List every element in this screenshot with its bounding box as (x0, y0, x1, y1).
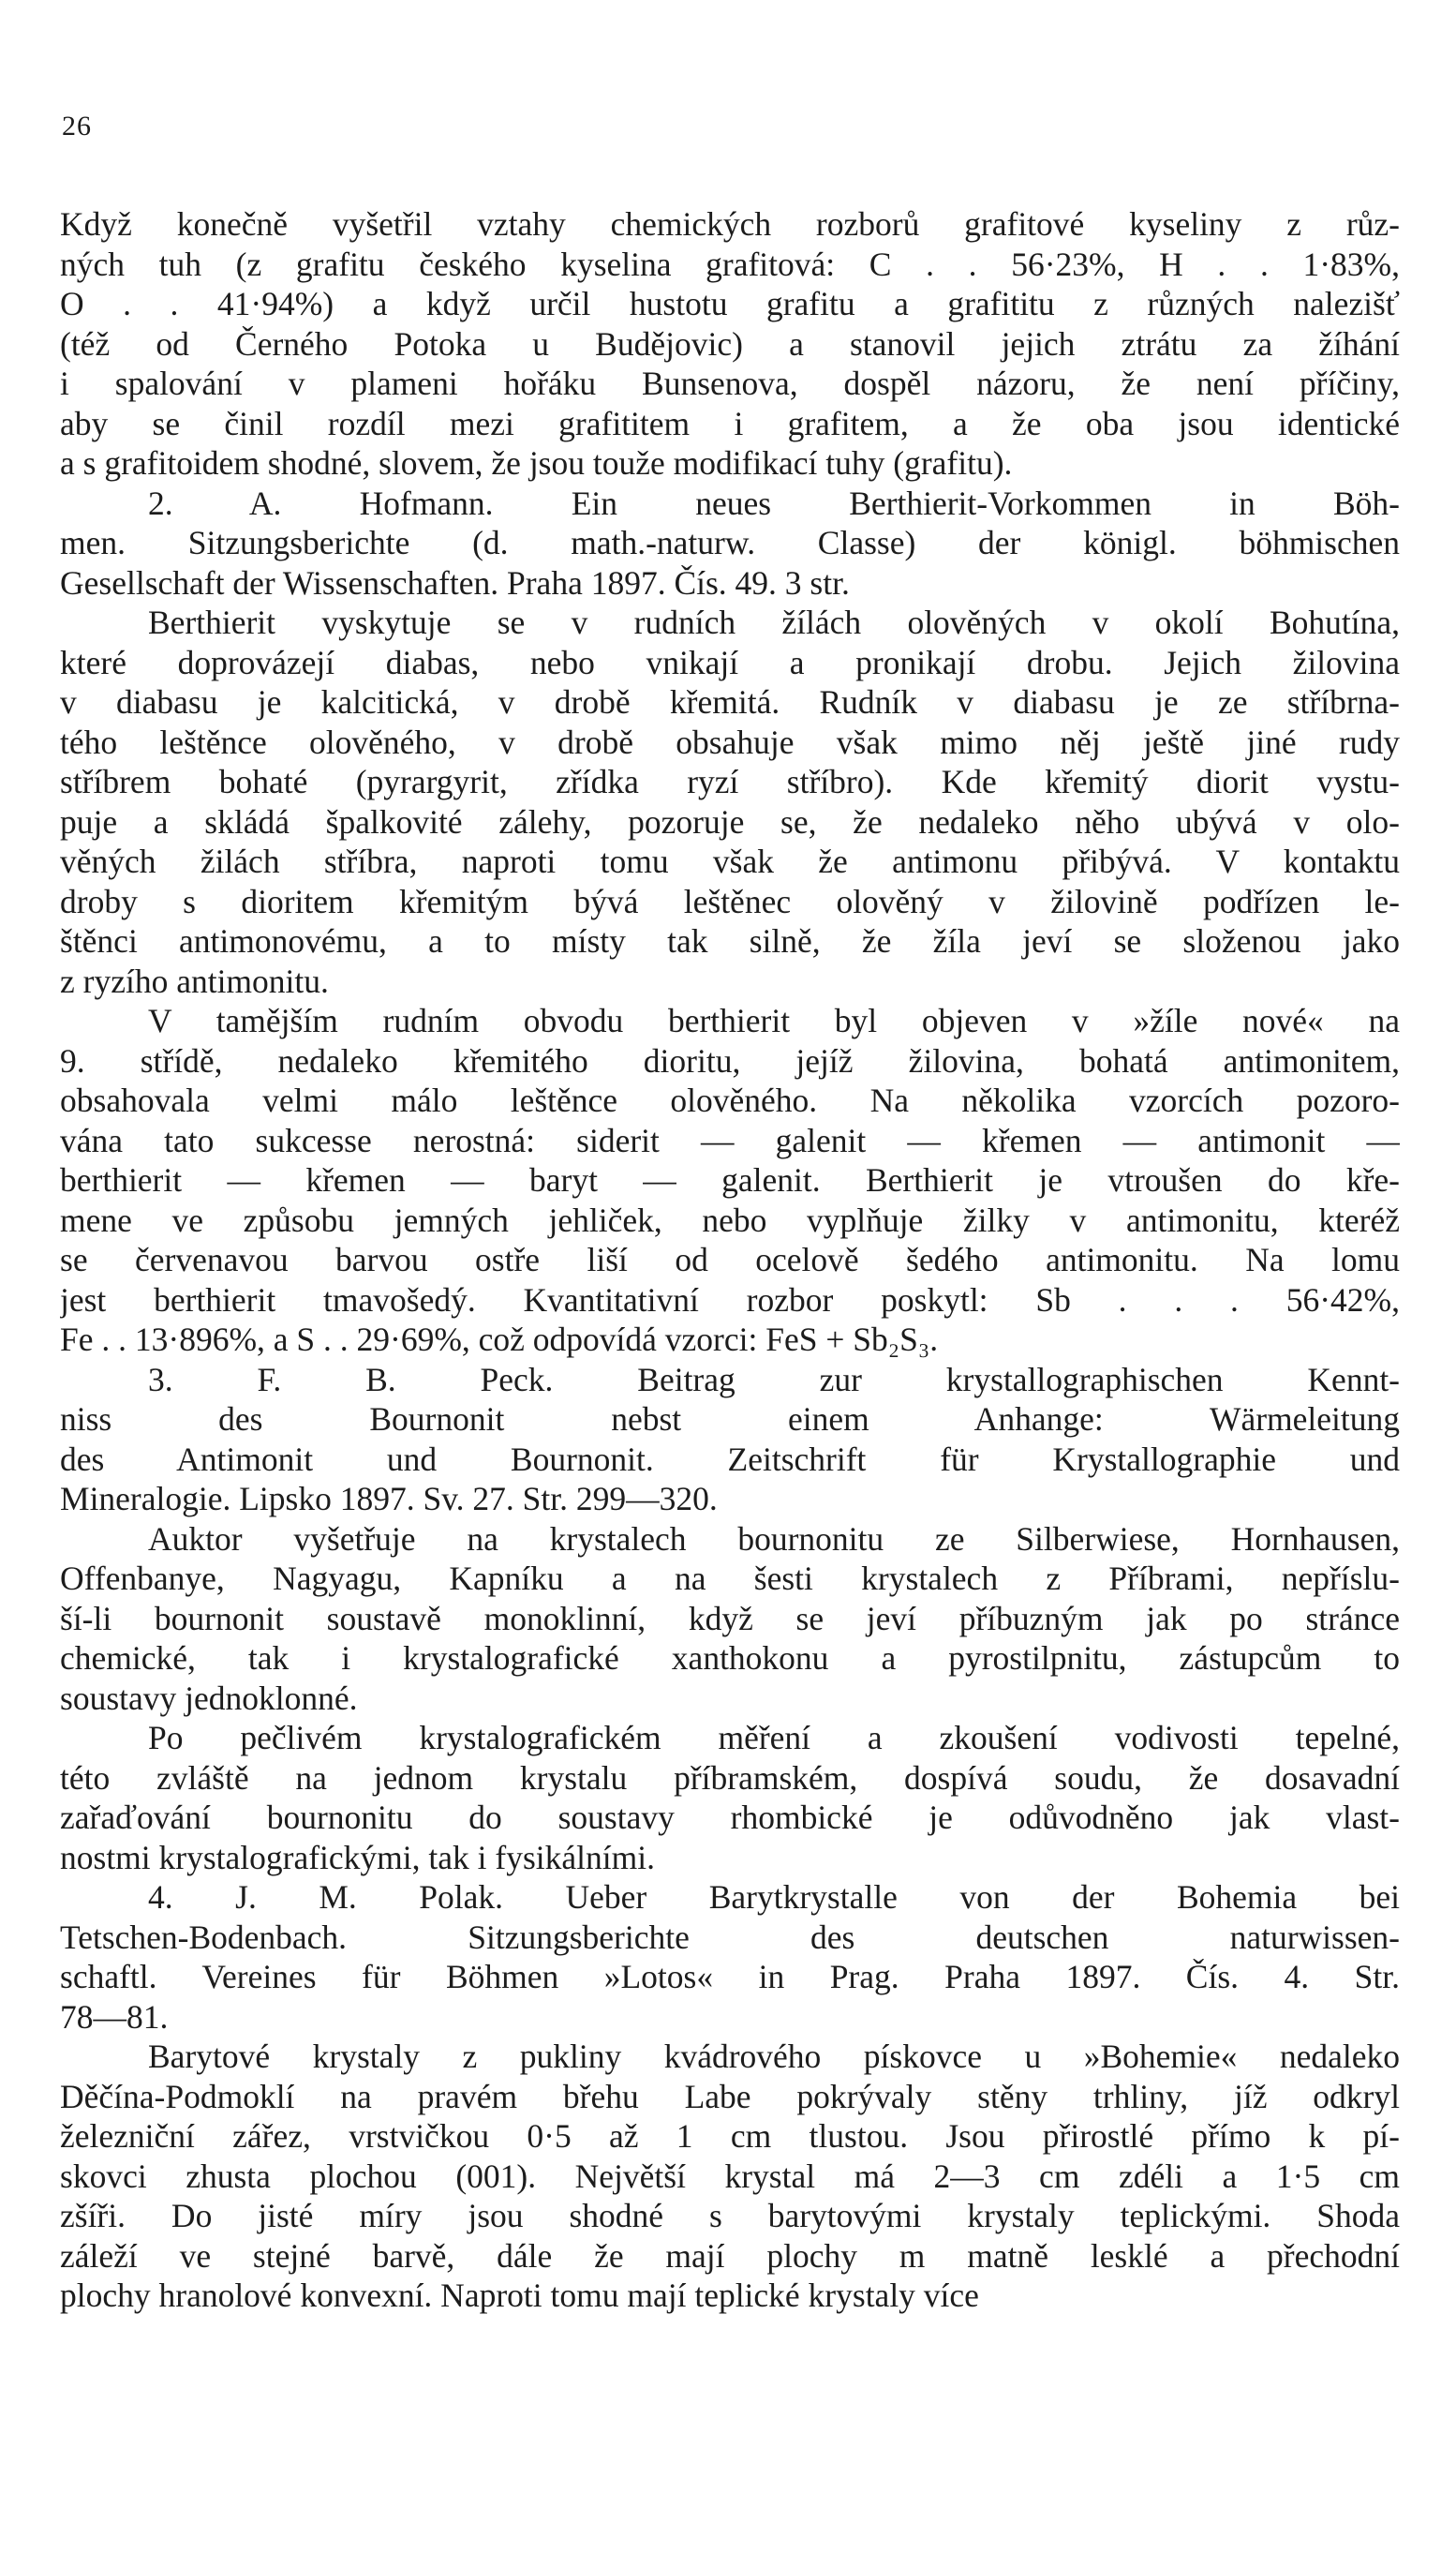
text-line: 3. F. B. Peck. Beitrag zur krystallographischen Kennt- (148, 1360, 1400, 1398)
text-line: a s grafitoidem shodné, slovem, že jsou touže modifikací tuhy (grafitu). (60, 444, 1013, 482)
text-line: Mineralogie. Lipsko 1897. Sv. 27. Str. 299—320. (60, 1480, 718, 1517)
text-line: i spalování v plameni hořáku Bunsenova, dospěl názoru, že není příčiny, (60, 365, 1400, 402)
text-line: V tamějším rudním obvodu berthierit byl objeven v »žíle nové« na (148, 1002, 1400, 1039)
text-line: des Antimonit und Bournonit. Zeitschrift für Krystallographie und (60, 1440, 1400, 1478)
body-text (60, 204, 1400, 2316)
text-line: se červenavou barvou ostře liší od ocelově šedého antimonitu. Na lomu (60, 1241, 1400, 1278)
text-line: obsahovala velmi málo leštěnce olověného. Na několika vzorcích pozoro- (60, 1082, 1400, 1119)
text-line: Barytové krystaly z pukliny kvádrového pískovce u »Bohemie« nedaleko (148, 2038, 1400, 2075)
text-line: men. Sitzungsberichte (d. math.-naturw. Classe) der königl. böhmischen (60, 524, 1400, 561)
text-line: štěnci antimonovému, a to místy tak silně, že žíla jeví se složenou jako (60, 922, 1400, 960)
text-line: 2. A. Hofmann. Ein neues Berthierit-Vorkommen in Böh- (148, 484, 1400, 522)
text-line: zšíři. Do jisté míry jsou shodné s barytovými krystaly teplickými. Shoda (60, 2197, 1400, 2234)
text-line: nostmi krystalografickými, tak i fysikálními. (60, 1838, 655, 1876)
text-line: ší-li bournonit soustavě monoklinní, když se jeví příbuzným jak po stránce (60, 1599, 1400, 1637)
text-line: 9. střídě, nedaleko křemitého dioritu, jejíž žilovina, bohatá antimonitem, (60, 1041, 1400, 1080)
text-line: soustavy jednoklonné. (60, 1679, 358, 1717)
text-line: berthierit — křemen — baryt — galenit. Berthierit je vtroušen do kře- (60, 1161, 1400, 1199)
text-line: O . . 41·94%) a když určil hustotu grafitu a grafititu z různých nalezišť (60, 285, 1400, 322)
text-line: skovci zhusta plochou (001). Největší krystal má 2—3 cm zdéli a 1·5 cm (60, 2157, 1400, 2195)
text-line: droby s dioritem křemitým bývá leštěnec olověný v žilovině podřízen le- (60, 882, 1400, 920)
text-line: Po pečlivém krystalografickém měření a zkoušení vodivosti tepelné, (148, 1719, 1400, 1756)
text-line: Berthierit vyskytuje se v rudních žílách olověných v okolí Bohutína, (148, 604, 1400, 641)
page-number: 26 (62, 111, 92, 142)
text-line: v diabasu je kalcitická, v drobě křemitá. Rudník v diabasu je ze stříbrna- (60, 683, 1400, 721)
text-line: jest berthierit tmavošedý. Kvantitativní rozbor poskytl: Sb . . . 56·42%, (60, 1280, 1400, 1319)
text-line: (též od Černého Potoka u Budějovic) a stanovil jejich ztrátu za žíhání (60, 324, 1400, 363)
text-line: železniční zářez, vrstvičkou 0·5 až 1 cm tlustou. Jsou přirostlé přímo k pí- (60, 2117, 1400, 2155)
text-line: niss des Bournonit nebst einem Anhange: Wärmeleitung (60, 1400, 1400, 1438)
text-line: Auktor vyšetřuje na krystalech bournonitu ze Silberwiese, Hornhausen, (148, 1519, 1400, 1558)
text-line: stříbrem bohaté (pyrargyrit, zřídka ryzí stříbro). Kde křemitý diorit vystu- (60, 763, 1400, 800)
text-line: Offenbanye, Nagyagu, Kapníku a na šesti krystalech z Příbrami, nepříslu- (60, 1560, 1400, 1597)
text-line: záleží ve stejné barvě, dále že mají plochy m matně lesklé a přechodní (60, 2236, 1400, 2275)
text-line: vána tato sukcesse nerostná: siderit — galenit — křemen — antimonit — (60, 1121, 1400, 1159)
text-line: 4. J. M. Polak. Ueber Barytkrystalle von der Bohemia bei (148, 1878, 1400, 1916)
text-line: zařaďování bournonitu do soustavy rhombické je odůvodněno jak vlast- (60, 1799, 1400, 1836)
text-line: z ryzího antimonitu. (60, 962, 329, 1000)
text-line: Děčína-Podmoklí na pravém břehu Labe pokrývaly stěny trhliny, jíž odkryl (60, 2077, 1400, 2115)
text-line: puje a skládá špalkovité zálehy, pozoruje se, že nedaleko něho ubývá v olo- (60, 802, 1400, 841)
text-line: aby se činil rozdíl mezi grafititem i grafitem, a že oba jsou identické (60, 404, 1400, 442)
text-line: schaftl. Vereines für Böhmen »Lotos« in Prag. Praha 1897. Čís. 4. Str. (60, 1958, 1400, 1995)
text-line: Když konečně vyšetřil vztahy chemických rozborů grafitové kyseliny z růz- (60, 205, 1400, 243)
text-line: Gesellschaft der Wissenschaften. Praha 1897. Čís. 49. 3 str. (60, 563, 850, 602)
text-line: plochy hranolové konvexní. Naproti tomu mají teplické krystaly více (60, 2277, 979, 2314)
text-line: tého leštěnce olověného, v drobě obsahuje však mimo něj ještě jiné rudy (60, 723, 1400, 761)
text-line: ných tuh (z grafitu českého kyselina grafitová: C . . 56·23%, H . . 1·83%, (60, 245, 1400, 283)
text-line: 78—81. (60, 1997, 169, 2036)
text-line: které doprovázejí diabas, nebo vnikají a pronikají drobu. Jejich žilovina (60, 643, 1400, 681)
text-line: této zvláště na jednom krystalu příbramském, dospívá soudu, že dosavadní (60, 1758, 1400, 1797)
text-line: Tetschen-Bodenbach. Sitzungsberichte des deutschen naturwissen- (60, 1918, 1400, 1956)
text-line: chemické, tak i krystalografické xanthokonu a pyrostilpnitu, zástupcům to (60, 1639, 1400, 1677)
text-line: mene ve způsobu jemných jehliček, nebo vyplňuje žilky v antimonitu, kteréž (60, 1201, 1400, 1239)
text-line: Fe . . 13·896%, a S . . 29·69%, což odpovídá vzorci: FeS + Sb₂S₃. (60, 1321, 939, 1358)
text-line: věných žilách stříbra, naproti tomu však že antimonu přibývá. V kontaktu (60, 843, 1400, 880)
